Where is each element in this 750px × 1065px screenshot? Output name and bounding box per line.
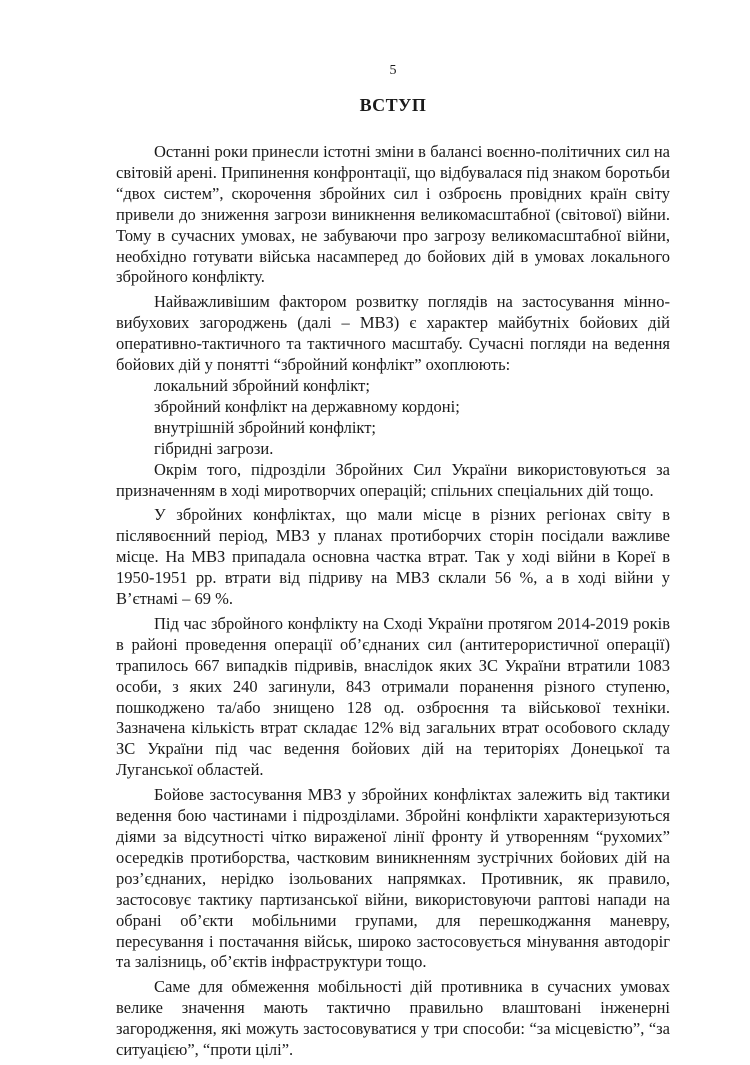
paragraph-factors: Найважливішим фактором розвитку поглядів на застосування мінно-вибухових загороджень (далі – МВЗ) є характер майбутніх бойових дій оперативно-тактичного та тактичного масштабу. Сучасні погляди на ведення бойових дій у понятті “збройний конфлікт” охоплюють: xyxy=(116,292,670,375)
section-heading: ВСТУП xyxy=(359,95,427,115)
list-item: локальний збройний конфлікт; xyxy=(154,375,370,395)
list-item: внутрішній збройний конфлікт; xyxy=(154,417,377,437)
paragraph-tactics: Бойове застосування МВЗ у збройних конфліктах залежить від тактики ведення бою частинами і підрозділами. Збройні конфлікти характеризуються діями за відсутності чітко вираженої лінії фронту й утворенням “рухомих” осередків протиборства, частковим виникненням зустрічних бойових дій на роз’єднаних, нерідко ізольованих напрямках. Противник, як правило, застосовує тактику партизанської війни, використовуючи раптові напади на обрані об’єкти мобільними групами, для перешкоджання маневру, пересування і постачання військ, широко застосовується мінування автодоріг та залізниць, об’єктів інфраструктури тощо. xyxy=(116,785,670,972)
document-page xyxy=(116,62,670,1065)
paragraph-east-ukraine: Під час збройного конфлікту на Сході України протягом 2014-2019 років в районі проведення операції об’єднаних сил (антитерористичної операції) трапилось 667 випадків підривів, внаслідок яких ЗС України втратили 1083 особи, з яких 240 загинули, 843 отримали поранення різного ступеню, пошкоджено та/або знищено 128 од. озброєння та військової техніки. Зазначена кількість втрат складає 12% від загальних втрат особового складу ЗС України під час ведення бойових дій на територіях Донецької та Луганської областей. xyxy=(116,613,670,780)
paragraph-intro: Останні роки принесли істотні зміни в балансі воєнно-політичних сил на світовій арені. Припинення конфронтації, що відбувалася під знаком боротьби “двох систем”, скорочення збройних сил і озброєнь провідних країн світу привели до зниження загрози виникнення великомасштабної (світової) війни. Тому в сучасних умовах, не забуваючи про загрозу великомасштабної війни, необхідно готувати війська насамперед до бойових дій в умовах локального збройного конфлікту. xyxy=(116,142,670,287)
list-item: гібридні загрози. xyxy=(154,438,274,458)
page-number: 5 xyxy=(389,63,397,78)
conflict-types-list xyxy=(116,376,670,460)
paragraph-historical-losses: У збройних конфліктах, що мали місце в різних регіонах світу в післявоєнний період, МВЗ у планах протиборчих сторін посідали важливе місце. На МВЗ припадала основна частка втрат. Так у ході війни в Кореї в 1950-1951 рр. втрати від підриву на МВЗ склали 56 %, а в ході війни у В’єтнамі – 69 %. xyxy=(116,505,670,609)
list-item: збройний конфлікт на державному кордоні; xyxy=(154,396,460,416)
paragraph-obstacles: Саме для обмеження мобільності дій противника в сучасних умовах велике значення мають тактично правильно влаштовані інженерні загородження, які можуть застосовуватися у три способи: “за місцевістю”, “за ситуацією”, “проти цілі”. xyxy=(116,977,670,1060)
paragraph-peacekeeping: Окрім того, підрозділи Збройних Сил України використовуються за призначенням в ході миротворчих операцій; спільних спеціальних дій тощо. xyxy=(116,459,670,500)
